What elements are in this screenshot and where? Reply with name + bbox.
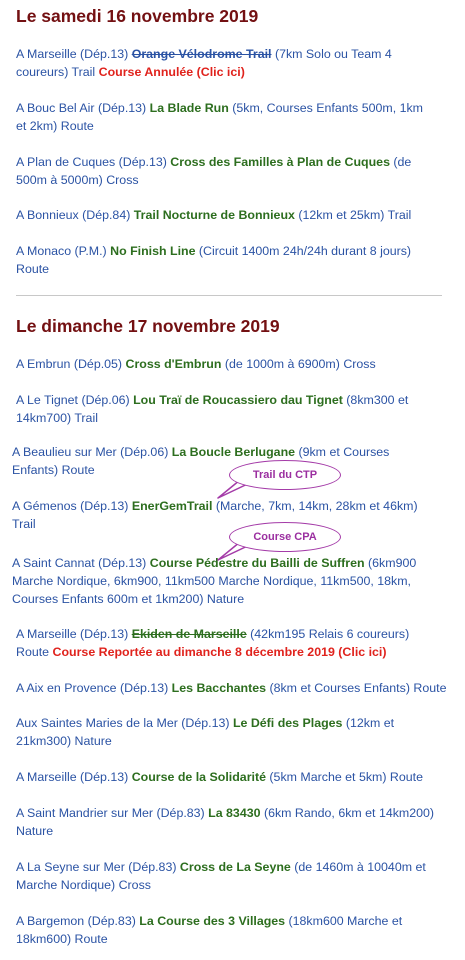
event-name-link[interactable]: Lou Traï de Roucassiero dau Tignet <box>133 393 343 407</box>
event-alert-link[interactable]: Course Reportée au dimanche 8 décembre 2019 (Clic ici) <box>52 645 387 659</box>
event-item[interactable] <box>16 679 456 697</box>
event-name-link[interactable]: Cross de La Seyne <box>179 860 291 874</box>
event-name-link[interactable]: La 83430 <box>208 806 261 820</box>
event-details: (8km et Courses Enfants) Route <box>266 681 447 695</box>
event-location: A Marseille (Dép.13) <box>16 770 132 784</box>
event-item[interactable] <box>16 99 436 135</box>
event-details: (Marche, 7km, 14km, 28km et 46km) Trail <box>12 499 418 531</box>
event-name-link[interactable]: Course de la Solidarité <box>131 770 266 784</box>
callout-label: Trail du CTP <box>252 469 318 481</box>
event-details: (42km195 Relais 6 coureurs) Route <box>16 627 410 659</box>
event-details: (de 1000m à 6900m) Cross <box>221 357 376 371</box>
event-item[interactable] <box>16 714 416 750</box>
event-location: A Bonnieux (Dép.84) <box>16 208 134 222</box>
event-details: (6km Rando, 6km et 14km200) Nature <box>16 806 435 838</box>
event-name-link[interactable]: Le Défi des Plages <box>232 716 343 730</box>
event-item[interactable] <box>16 206 441 224</box>
event-name-link[interactable]: La Course des 3 Villages <box>139 914 286 928</box>
callout-course-cpa <box>229 522 341 552</box>
event-location: A Bouc Bel Air (Dép.13) <box>16 101 150 115</box>
event-name-link[interactable]: Cross des Familles à Plan de Cuques <box>170 155 390 169</box>
section-title-sunday: Le dimanche 17 novembre 2019 <box>16 316 280 336</box>
event-item[interactable] <box>16 768 456 786</box>
event-location: A Embrun (Dép.05) <box>16 357 126 371</box>
event-details: (12km et 21km300) Nature <box>16 716 395 748</box>
event-name-link[interactable]: Trail Nocturne de Bonnieux <box>133 208 295 222</box>
event-location: A Bargemon (Dép.83) <box>16 914 140 928</box>
event-details: (de 1460m à 10040m et Marche Nordique) Cross <box>16 860 426 892</box>
event-location: A Saint Cannat (Dép.13) <box>12 556 150 570</box>
event-item[interactable] <box>16 912 421 948</box>
event-alert-link[interactable]: Course Annulée (Clic ici) <box>98 65 245 79</box>
event-location: A Beaulieu sur Mer (Dép.06) <box>12 445 172 459</box>
section-title-saturday: Le samedi 16 novembre 2019 <box>16 6 259 26</box>
event-location: A La Seyne sur Mer (Dép.83) <box>16 860 180 874</box>
event-item[interactable] <box>16 804 441 840</box>
event-location: Aux Saintes Maries de la Mer (Dép.13) <box>16 716 233 730</box>
event-name-link[interactable]: Les Bacchantes <box>171 681 267 695</box>
event-name-link[interactable]: No Finish Line <box>110 244 196 258</box>
event-item[interactable] <box>16 45 431 81</box>
event-details: (de 500m à 5000m) Cross <box>16 155 412 187</box>
event-location: A Monaco (P.M.) <box>16 244 111 258</box>
event-name-link[interactable]: Course Pédestre du Bailli de Suffren <box>149 556 365 570</box>
event-details: (5km, Courses Enfants 500m, 1km et 2km) Route <box>16 101 423 133</box>
event-details: (8km300 et 14km700) Trail <box>16 393 409 425</box>
callout-trail-ctp <box>229 460 341 490</box>
event-details: (Circuit 1400m 24h/24h durant 8 jours) Route <box>16 244 412 276</box>
event-item[interactable] <box>12 443 412 479</box>
callout-label: Course CPA <box>253 531 317 543</box>
event-location: A Marseille (Dép.13) <box>16 627 132 641</box>
event-details: (6km900 Marche Nordique, 6km900, 11km500 Marche Nordique, 11km500, 18km, Courses Enfants 600m et 1km200) Nature <box>12 556 417 606</box>
event-details: (5km Marche et 5km) Route <box>265 770 423 784</box>
event-item[interactable] <box>16 242 431 278</box>
event-details: (12km et 25km) Trail <box>294 208 412 222</box>
event-name-link[interactable]: EnerGemTrail <box>131 499 213 513</box>
event-name-link[interactable]: Ekiden de Marseille <box>131 627 247 641</box>
event-location: A Saint Mandrier sur Mer (Dép.83) <box>16 806 209 820</box>
event-location: A Le Tignet (Dép.06) <box>16 393 134 407</box>
event-item[interactable] <box>16 355 441 373</box>
event-location: A Gémenos (Dép.13) <box>12 499 132 513</box>
event-item[interactable] <box>16 391 416 427</box>
event-item[interactable] <box>16 153 441 189</box>
section-divider <box>16 295 442 296</box>
event-location: A Aix en Provence (Dép.13) <box>16 681 172 695</box>
event-name-link[interactable]: Cross d'Embrun <box>125 357 222 371</box>
event-item[interactable] <box>16 625 441 661</box>
event-location: A Plan de Cuques (Dép.13) <box>16 155 171 169</box>
event-details: (18km600 Marche et 18km600) Route <box>16 914 403 946</box>
event-details: (7km Solo ou Team 4 coureurs) Trail <box>16 47 392 79</box>
event-name-link[interactable]: La Blade Run <box>149 101 229 115</box>
event-name-link[interactable]: Orange Vélodrome Trail <box>131 47 272 61</box>
event-item[interactable] <box>16 858 431 894</box>
event-details: (9km et Courses Enfants) Route <box>12 445 390 477</box>
event-location: A Marseille (Dép.13) <box>16 47 132 61</box>
event-name-link[interactable]: La Boucle Berlugane <box>171 445 296 459</box>
